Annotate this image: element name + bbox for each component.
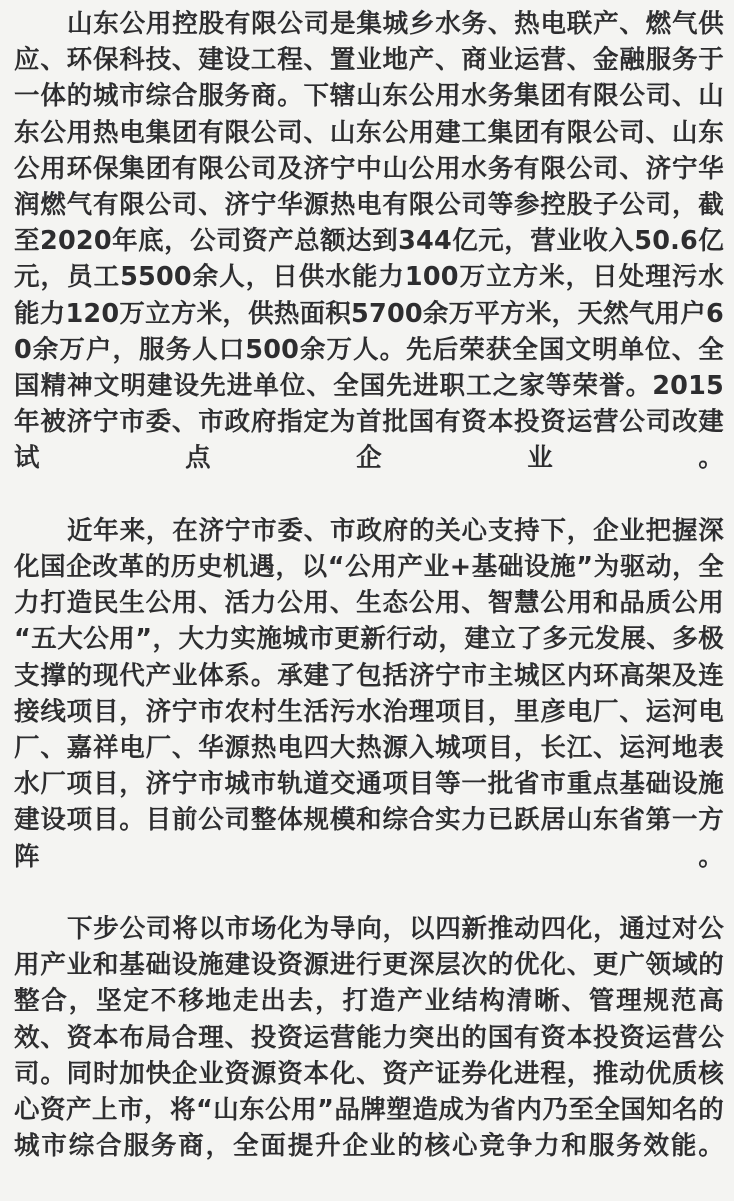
paragraph-recent-years: 近年来，在济宁市委、市政府的关心支持下，企业把握深化国企改革的历史机遇，以“公用产业+基础设施”为驱动，全力打造民生公用、活力公用、生态公用、智慧公用和品质公用“五大公用”，大力实施城市更新行动，建立了多元发展、多极支撑的现代产业体系。承建了包括济宁市主城区内环高架及连接线项目，济宁市农村生活污水治理项目，里彦电厂、运河电厂、嘉祥电厂、华源热电四大热源入城项目，长江、运河地表水厂项目，济宁市城市轨道交通项目等一批省市重点基础设施建设项目。目前公司整体规模和综合实力已跃居山东省第一方阵。 [14, 515, 724, 872]
paragraph-company-overview: 山东公用控股有限公司是集城乡水务、热电联产、燃气供应、环保科技、建设工程、置业地产、商业运营、金融服务于一体的城市综合服务商。下辖山东公用水务集团有限公司、山东公用热电集团有限公司、山东公用建工集团有限公司、山东公用环保集团有限公司及济宁中山公用水务有限公司、济宁华润燃气有限公司、济宁华源热电有限公司等参控股子公司，截至2020年底，公司资产总额达到344亿元，营业收入50.6亿元，员工5500余人，日供水能力100万立方米，日处理污水能力120万立方米，供热面积5700余万平方米，天然气用户60余万户，服务人口500余万人。先后荣获全国文明单位、全国精神文明建设先进单位、全国先进职工之家等荣誉。2015年被济宁市委、市政府指定为首批国有资本投资运营公司改建试点企业。 [14, 9, 724, 474]
document-body [14, 6, 724, 1201]
paragraph-next-steps: 下步公司将以市场化为导向，以四新推动四化，通过对公用产业和基础设施建设资源进行更深层次的优化、更广领域的整合，坚定不移地走出去，打造产业结构清晰、管理规范高效、资本布局合理、投资运营能力突出的国有资本投资运营公司。同时加快企业资源资本化、资产证券化进程，推动优质核心资产上市，将“山东公用”品牌塑造成为省内乃至全国知名的城市综合服务商，全面提升企业的核心竞争力和服务效能。 [14, 914, 724, 1162]
